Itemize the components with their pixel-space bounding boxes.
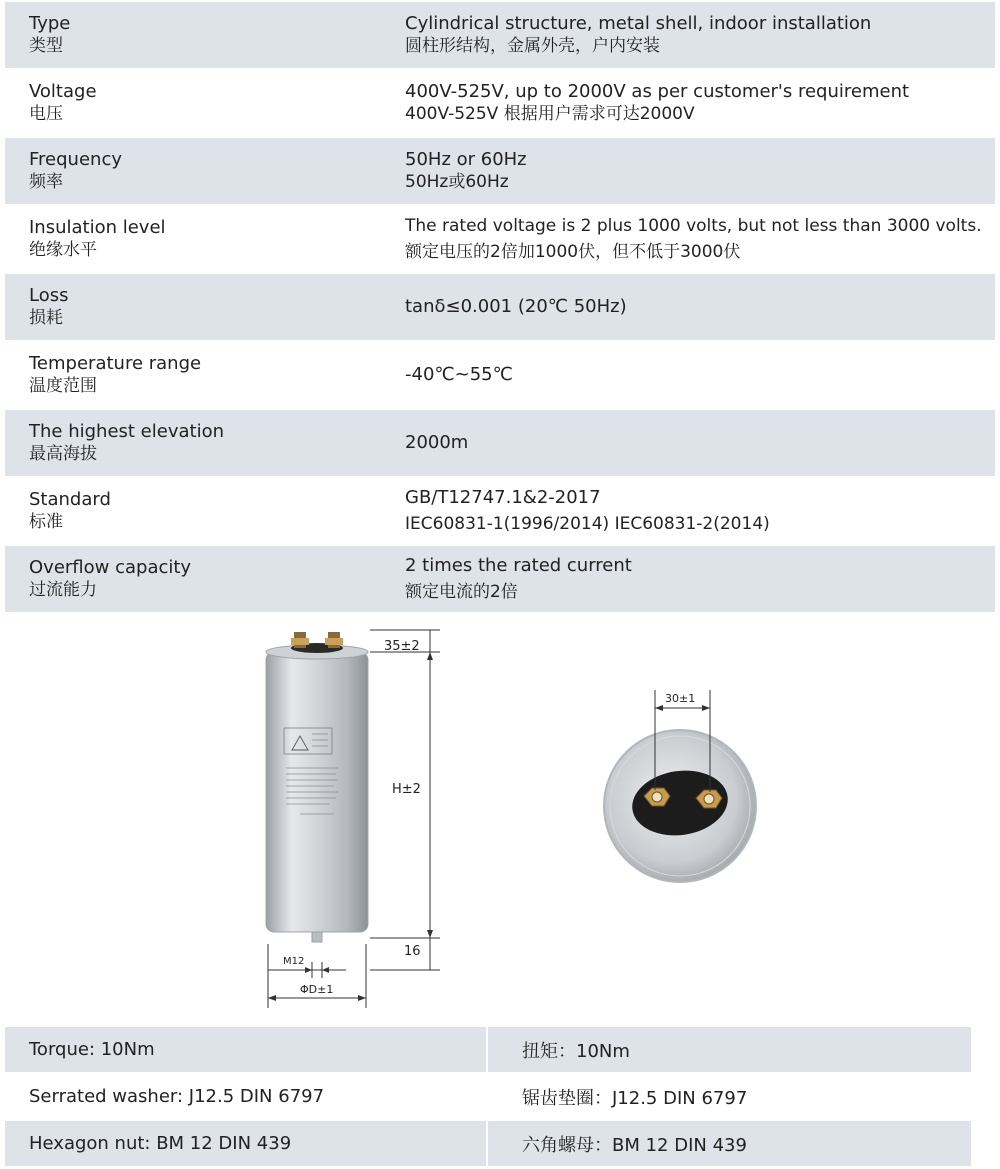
spec-value-en: 50Hz or 60Hz xyxy=(405,149,527,170)
hardware-cn: 扭矩：10Nm xyxy=(522,1040,630,1062)
capacitor-top-view xyxy=(604,730,756,882)
height-dimension xyxy=(370,630,440,970)
spec-value-en: 2000m xyxy=(405,432,469,453)
capacitor-body xyxy=(266,632,368,942)
spec-value-en: GB/T12747.1&2-2017 xyxy=(405,487,601,508)
spec-value xyxy=(365,555,995,603)
spec-value-en: Cylindrical structure, metal shell, indoor installation xyxy=(405,13,872,34)
spec-label-cn: 频率 xyxy=(29,172,63,192)
spec-label xyxy=(5,489,365,533)
spec-value-en: tanδ≤0.001 (20℃ 50Hz) xyxy=(405,296,627,317)
spec-value-cn: 400V-525V 根据用户需求可达2000V xyxy=(405,104,695,124)
spec-row-temperature xyxy=(5,342,995,410)
dim-bottom-stud: 16 xyxy=(404,944,421,959)
spec-row-voltage xyxy=(5,70,995,138)
dim-top-height: 35±2 xyxy=(384,639,420,654)
hardware-row-washer xyxy=(5,1074,971,1121)
spec-label-en: The highest elevation xyxy=(29,421,224,442)
spec-row-standard xyxy=(5,478,995,546)
spec-value xyxy=(365,81,995,125)
spec-value xyxy=(365,149,995,193)
spec-value-cn: IEC60831-1(1996/2014) IEC60831-2(2014) xyxy=(405,514,770,534)
spec-label-en: Insulation level xyxy=(29,217,166,238)
spec-row-elevation xyxy=(5,410,995,478)
hardware-row-nut xyxy=(5,1121,971,1168)
spec-label-cn: 温度范围 xyxy=(29,376,97,396)
spec-row-type xyxy=(5,2,995,70)
spec-value-en: 400V-525V, up to 2000V as per customer's requirement xyxy=(405,81,910,102)
spec-label xyxy=(5,557,365,601)
spec-label xyxy=(5,285,365,329)
hardware-en: Torque: 10Nm xyxy=(5,1027,488,1072)
spec-table xyxy=(5,2,995,614)
spec-value xyxy=(365,364,995,386)
spec-row-frequency xyxy=(5,138,995,206)
hardware-en: Hexagon nut: BM 12 DIN 439 xyxy=(5,1121,488,1166)
spec-label-en: Frequency xyxy=(29,149,122,170)
capacitor-diagram xyxy=(0,600,1000,1020)
spec-value-en: The rated voltage is 2 plus 1000 volts, but not less than 3000 volts. xyxy=(405,216,982,236)
spec-value xyxy=(365,432,995,454)
spec-label xyxy=(5,149,365,193)
dim-height: H±2 xyxy=(392,782,421,797)
spec-label-cn: 最高海拔 xyxy=(29,444,97,464)
hardware-en: Serrated washer: J12.5 DIN 6797 xyxy=(5,1074,488,1119)
hardware-table xyxy=(5,1027,971,1168)
spec-value xyxy=(365,487,995,535)
hardware-cn: 锯齿垫圈：J12.5 DIN 6797 xyxy=(522,1087,748,1109)
dim-terminal-spacing: 30±1 xyxy=(665,692,696,705)
spec-value-en: -40℃~55℃ xyxy=(405,364,513,385)
spec-value-cn: 额定电流的2倍 xyxy=(405,582,518,602)
dim-thread: M12 xyxy=(283,956,305,967)
spec-label-cn: 过流能力 xyxy=(29,580,97,600)
spec-label-en: Voltage xyxy=(29,81,97,102)
spec-row-loss xyxy=(5,274,995,342)
spec-label-en: Loss xyxy=(29,285,69,306)
spec-label xyxy=(5,421,365,465)
hardware-row-torque xyxy=(5,1027,971,1074)
capacitor-figure xyxy=(0,600,1000,1020)
spec-value xyxy=(365,296,995,318)
spec-label-en: Type xyxy=(29,13,71,34)
spec-label-cn: 标准 xyxy=(29,512,63,532)
spec-label xyxy=(5,217,365,261)
spec-label-en: Standard xyxy=(29,489,111,510)
spec-label xyxy=(5,13,365,57)
spec-label xyxy=(5,353,365,397)
hardware-cn: 六角螺母：BM 12 DIN 439 xyxy=(522,1134,747,1156)
spec-row-insulation xyxy=(5,206,995,274)
spec-label-en: Overflow capacity xyxy=(29,557,192,578)
spec-label-en: Temperature range xyxy=(29,353,202,374)
spec-label xyxy=(5,81,365,125)
spec-label-cn: 类型 xyxy=(29,36,63,56)
spec-value xyxy=(365,215,995,263)
spec-value-cn: 50Hz或60Hz xyxy=(405,172,509,192)
spec-value-cn: 圆柱形结构，金属外壳，户内安装 xyxy=(405,36,660,56)
spec-value-en: 2 times the rated current xyxy=(405,555,632,576)
spec-label-cn: 绝缘水平 xyxy=(29,240,97,260)
diameter-dimension xyxy=(268,944,366,1008)
spec-value-cn: 额定电压的2倍加1000伏，但不低于3000伏 xyxy=(405,242,741,262)
spec-label-cn: 电压 xyxy=(29,104,63,124)
dim-diameter: ΦD±1 xyxy=(300,983,334,996)
spec-label-cn: 损耗 xyxy=(29,308,63,328)
spec-value xyxy=(365,13,995,57)
